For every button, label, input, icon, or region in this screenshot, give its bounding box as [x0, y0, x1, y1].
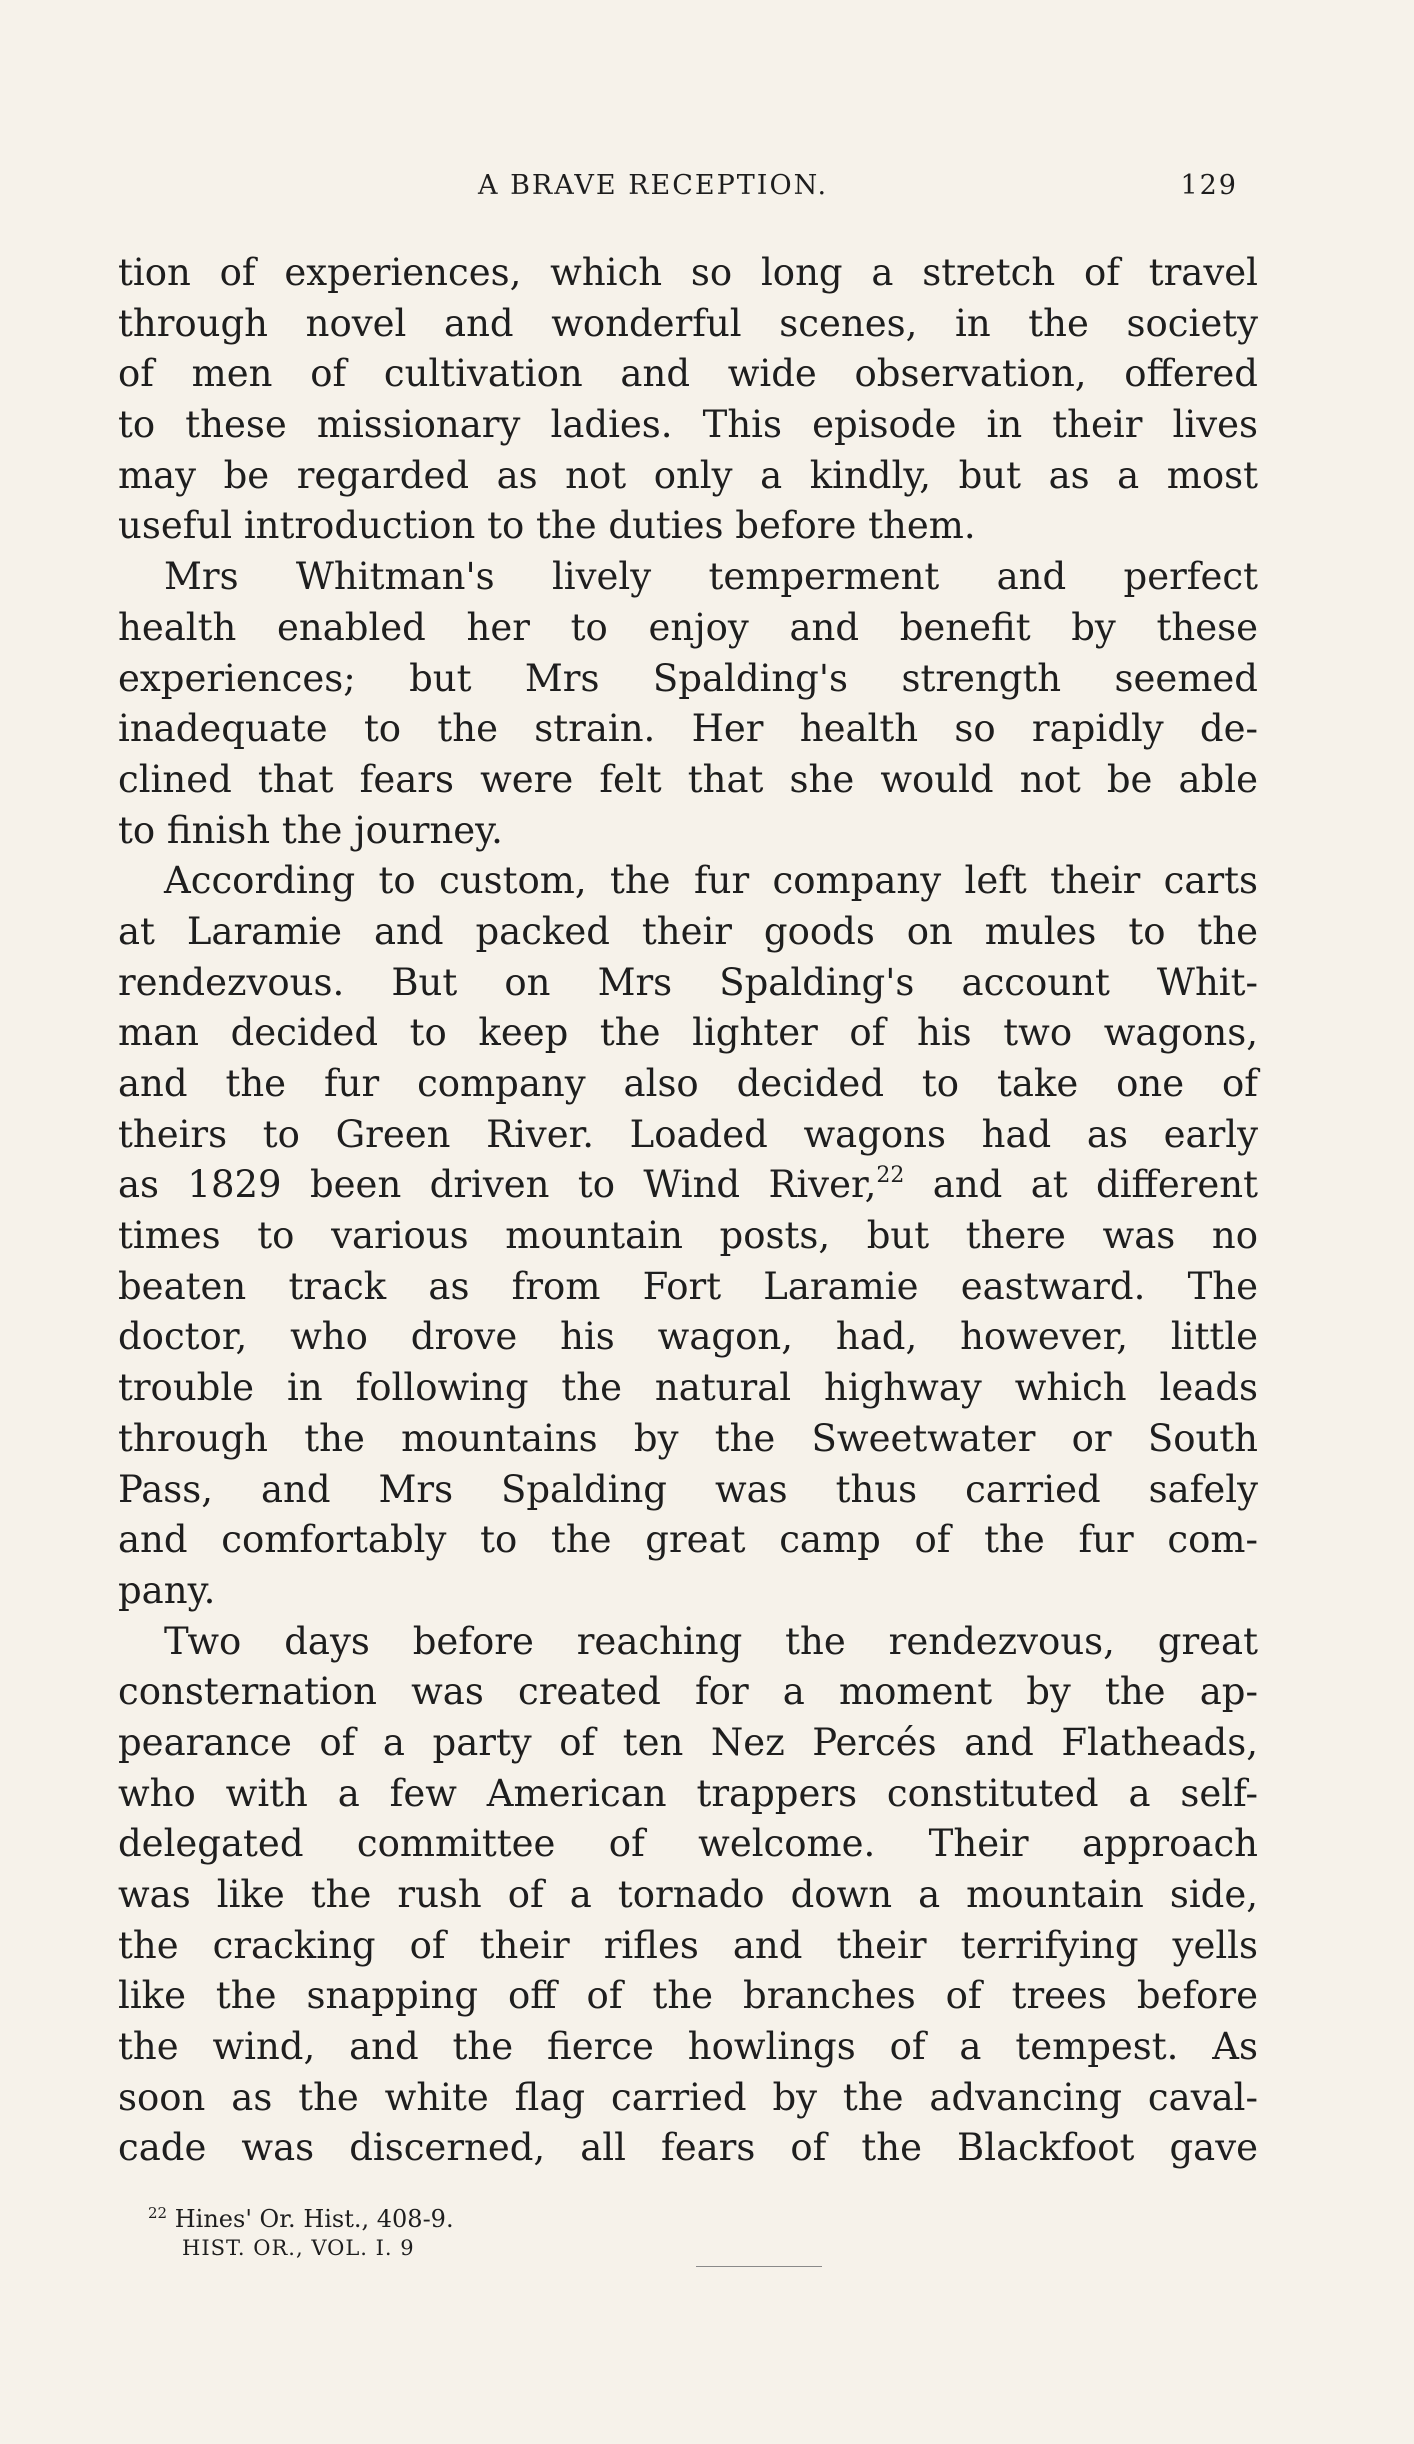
text-line: and comfortably to the great camp of the fur com- [118, 1518, 1258, 1562]
text-line: Two days before reaching the rendezvous, great [164, 1619, 1258, 1663]
text-line: experiences; but Mrs Spalding's strength seemed [118, 656, 1258, 700]
text-line: of men of cultivation and wide observation, offered [118, 352, 1258, 396]
text-line: the wind, and the fierce howlings of a tempest. As [118, 2025, 1258, 2069]
text-line: like the snapping off of the branches of trees before [118, 1974, 1258, 2018]
text-line: the cracking of their rifles and their terrifying yells [118, 1923, 1258, 1967]
text-line: may be regarded as not only a kindly, but as a most [118, 453, 1258, 497]
text-line-tail: and at different [932, 1163, 1259, 1207]
text-line: doctor, who drove his wagon, had, however, little [118, 1315, 1258, 1359]
text-line: trouble in following the natural highway which leads [118, 1366, 1258, 1410]
bottom-rule [696, 2266, 822, 2267]
text-line: consternation was created for a moment by the ap- [118, 1670, 1258, 1714]
text-line: Pass, and Mrs Spalding was thus carried safely [118, 1467, 1258, 1511]
text-line: was like the rush of a tornado down a mountain side, [118, 1873, 1258, 1916]
footnote-reference: 22 [876, 1163, 905, 1189]
text-line: Mrs Whitman's lively temperment and perfect [164, 555, 1258, 599]
text-line: beaten track as from Fort Laramie eastward. The [118, 1264, 1258, 1308]
text-line: at Laramie and packed their goods on mules to the [118, 909, 1258, 953]
text-line: through novel and wonderful scenes, in the society [118, 301, 1258, 345]
text-line: clined that fears were felt that she would not be able [118, 757, 1258, 801]
text-line: useful introduction to the duties before them. [118, 504, 976, 548]
footnote-text: Hines' Or. Hist., 408-9. [174, 2205, 454, 2233]
text-line: tion of experiences, which so long a stretch of travel [118, 251, 1258, 294]
text-line-head: as 1829 been driven to Wind River, [118, 1163, 877, 1207]
text-line: through the mountains by the Sweetwater or South [118, 1416, 1258, 1460]
text-line: who with a few American trappers constituted a self- [118, 1771, 1258, 1815]
text-line: theirs to Green River. Loaded wagons had as early [118, 1112, 1258, 1156]
text-line: health enabled her to enjoy and benefit by these [118, 605, 1258, 649]
body-text [118, 248, 1258, 2174]
running-title: A BRAVE RECEPTION. [478, 170, 829, 201]
running-head [478, 170, 1238, 214]
footnote [148, 2196, 454, 2233]
text-line: pearance of a party of ten Nez Percés and Flatheads, [118, 1720, 1258, 1764]
text-line: to these missionary ladies. This episode in their lives [118, 403, 1258, 447]
page-number: 129 [1180, 170, 1238, 201]
text-line: pany. [118, 1568, 216, 1612]
text-line: to finish the journey. [118, 808, 503, 852]
text-line: rendezvous. But on Mrs Spalding's account Whit- [118, 960, 1258, 1004]
text-line: and the fur company also decided to take one of [118, 1062, 1258, 1105]
text-line: man decided to keep the lighter of his two wagons, [118, 1011, 1258, 1055]
text-line: times to various mountain posts, but there was no [118, 1214, 1258, 1258]
footnote-number: 22 [148, 2204, 168, 2222]
text-line: According to custom, the fur company left their carts [164, 859, 1258, 903]
text-line: delegated committee of welcome. Their approach [118, 1822, 1258, 1866]
text-line: soon as the white flag carried by the advancing caval- [118, 2075, 1258, 2119]
text-line-with-footnote [118, 1160, 1258, 1211]
signature-mark: HIST. OR., VOL. I. 9 [182, 2236, 415, 2260]
text-line: cade was discerned, all fears of the Blackfoot gave [118, 2126, 1258, 2170]
text-line: inadequate to the strain. Her health so rapidly de- [118, 707, 1258, 751]
